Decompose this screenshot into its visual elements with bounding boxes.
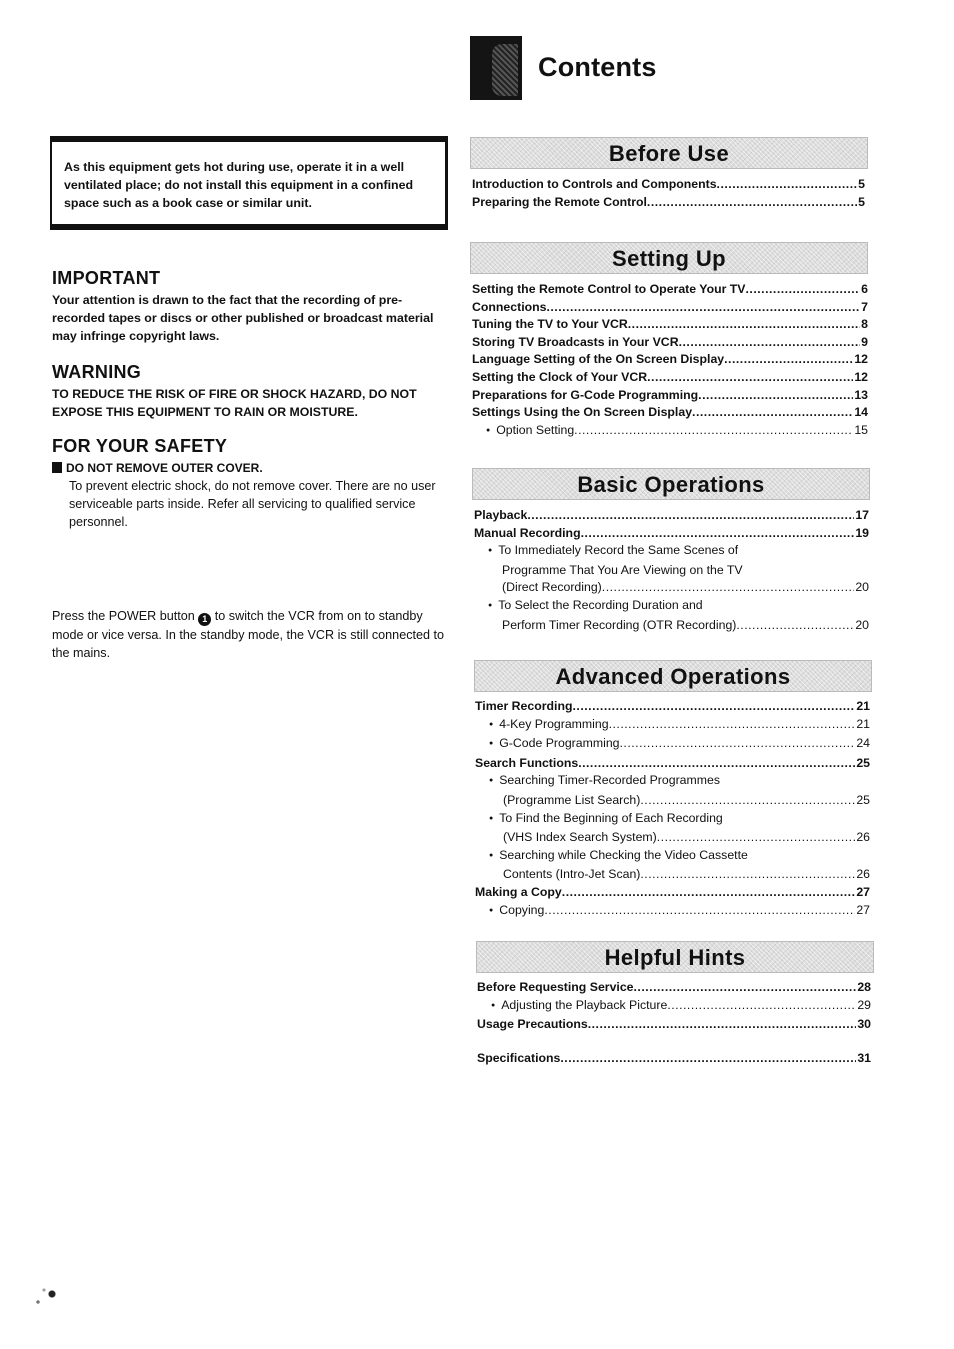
advanced-operations-heading: Advanced Operations [555, 664, 791, 689]
before-use-heading: Before Use [608, 141, 730, 166]
toc-entry[interactable]: Making a Copy ..... 27 [475, 884, 870, 902]
important-heading: IMPORTANT [52, 268, 161, 288]
toc-entry[interactable]: Connections ..... 7 [472, 299, 868, 317]
toc-entry[interactable]: Manual Recording ..... 19 [474, 525, 869, 543]
toc-subentry[interactable]: (Programme List Search) ..... 25 [475, 792, 870, 810]
helpful-hints-list [477, 979, 871, 1034]
toc-entry[interactable]: Timer Recording ..... 21 [475, 698, 870, 716]
safety-subheading-text: DO NOT REMOVE OUTER COVER. [66, 461, 263, 475]
warning-text: TO REDUCE THE RISK OF FIRE OR SHOCK HAZARD, DO NOT EXPOSE THIS EQUIPMENT TO RAIN OR MOISTURE. [52, 387, 417, 419]
toc-subentry[interactable]: ● G-Code Programming ..... 24 [475, 735, 870, 755]
toc-entry[interactable]: Setting the Clock of Your VCR ..... 12 [472, 369, 868, 387]
helpful-hints-header [476, 941, 874, 973]
safety-text: To prevent electric shock, do not remove cover. There are no user serviceable parts inside. Refer all servicing to qualified service personnel. [69, 479, 436, 529]
before-use-header [470, 137, 868, 169]
toc-entry[interactable]: Search Functions ..... 25 [475, 755, 870, 773]
toc-entry[interactable]: Setting the Remote Control to Operate Your TV ..... 6 [472, 281, 868, 299]
warning-heading: WARNING [52, 362, 142, 382]
toc-subentry[interactable]: Contents (Intro-Jet Scan) ..... 26 [475, 866, 870, 884]
toc-entry[interactable]: Before Requesting Service ..... 28 [477, 979, 871, 997]
toc-entry[interactable]: Storing TV Broadcasts in Your VCR ..... 9 [472, 334, 868, 352]
toc-subentry-line[interactable]: ● Searching while Checking the Video Cassette [475, 847, 870, 867]
toc-subentry[interactable]: ● Option Setting ..... 15 [472, 422, 868, 442]
basic-operations-heading: Basic Operations [577, 472, 765, 497]
heat-notice-text: As this equipment gets hot during use, operate it in a well ventilated place; do not install this equipment in a confined space such as a book case or similar unit. [64, 160, 414, 210]
power-note-start: Press the POWER button [52, 609, 195, 623]
page-title: Contents [538, 52, 657, 82]
toc-subentry[interactable]: (VHS Index Search System) ..... 26 [475, 829, 870, 847]
setting-up-heading: Setting Up [612, 246, 726, 271]
setting-up-header [470, 242, 868, 274]
scan-speck-marks [28, 1282, 62, 1312]
section-tab-icon [470, 36, 522, 100]
toc-entry[interactable]: Playback ..... 17 [474, 507, 869, 525]
toc-subentry[interactable]: (Direct Recording) ..... 20 [474, 579, 869, 597]
important-text: Your attention is drawn to the fact that the recording of pre-recorded tapes or discs or other published or broadcast material may infringe copyright laws. [52, 293, 434, 343]
toc-subentry-line[interactable]: ● To Select the Recording Duration and [474, 597, 869, 617]
toc-entry[interactable]: Settings Using the On Screen Display ..... 14 [472, 404, 868, 422]
square-bullet-icon [52, 462, 62, 473]
before-use-list [472, 176, 865, 211]
setting-up-list [472, 281, 868, 441]
safety-heading: FOR YOUR SAFETY [52, 436, 228, 456]
advanced-operations-header [474, 660, 872, 692]
toc-entry[interactable]: Preparing the Remote Control ..... 5 [472, 194, 865, 212]
toc-subentry-line[interactable]: ● To Find the Beginning of Each Recording [475, 810, 870, 830]
toc-subentry-line[interactable]: Programme That You Are Viewing on the TV [502, 562, 743, 577]
toc-subentry-line[interactable]: ● To Immediately Record the Same Scenes of [474, 542, 869, 562]
toc-subentry[interactable]: ● Adjusting the Playback Picture ..... 29 [477, 997, 871, 1017]
toc-subentry[interactable]: Perform Timer Recording (OTR Recording) ..... 20 [474, 617, 869, 635]
toc-entry[interactable]: Preparations for G-Code Programming ..... 13 [472, 387, 868, 405]
specifications-list [477, 1050, 871, 1068]
advanced-operations-list [475, 698, 870, 921]
toc-subentry[interactable]: ● Copying ..... 27 [475, 902, 870, 922]
toc-entry[interactable]: Introduction to Controls and Components ..... 5 [472, 176, 865, 194]
toc-subentry-line[interactable]: ● Searching Timer-Recorded Programmes [475, 772, 870, 792]
toc-entry-specifications[interactable]: Specifications ..... 31 [477, 1050, 871, 1068]
heat-notice-box [50, 136, 448, 230]
power-note-end: to switch the VCR from on to standby mode or vice versa. In the standby mode, the VCR is still connected to the mains. [52, 609, 444, 660]
helpful-hints-heading: Helpful Hints [604, 945, 746, 970]
power-marker-icon: 1 [198, 613, 211, 626]
toc-entry[interactable]: Language Setting of the On Screen Display ..... 12 [472, 351, 868, 369]
power-note [52, 607, 447, 662]
toc-entry[interactable]: Tuning the TV to Your VCR ..... 8 [472, 316, 868, 334]
basic-operations-list [474, 507, 869, 634]
toc-entry[interactable]: Usage Precautions ..... 30 [477, 1016, 871, 1034]
toc-subentry[interactable]: ● 4-Key Programming ..... 21 [475, 716, 870, 736]
basic-operations-header [472, 468, 870, 500]
safety-subheading [52, 459, 447, 477]
